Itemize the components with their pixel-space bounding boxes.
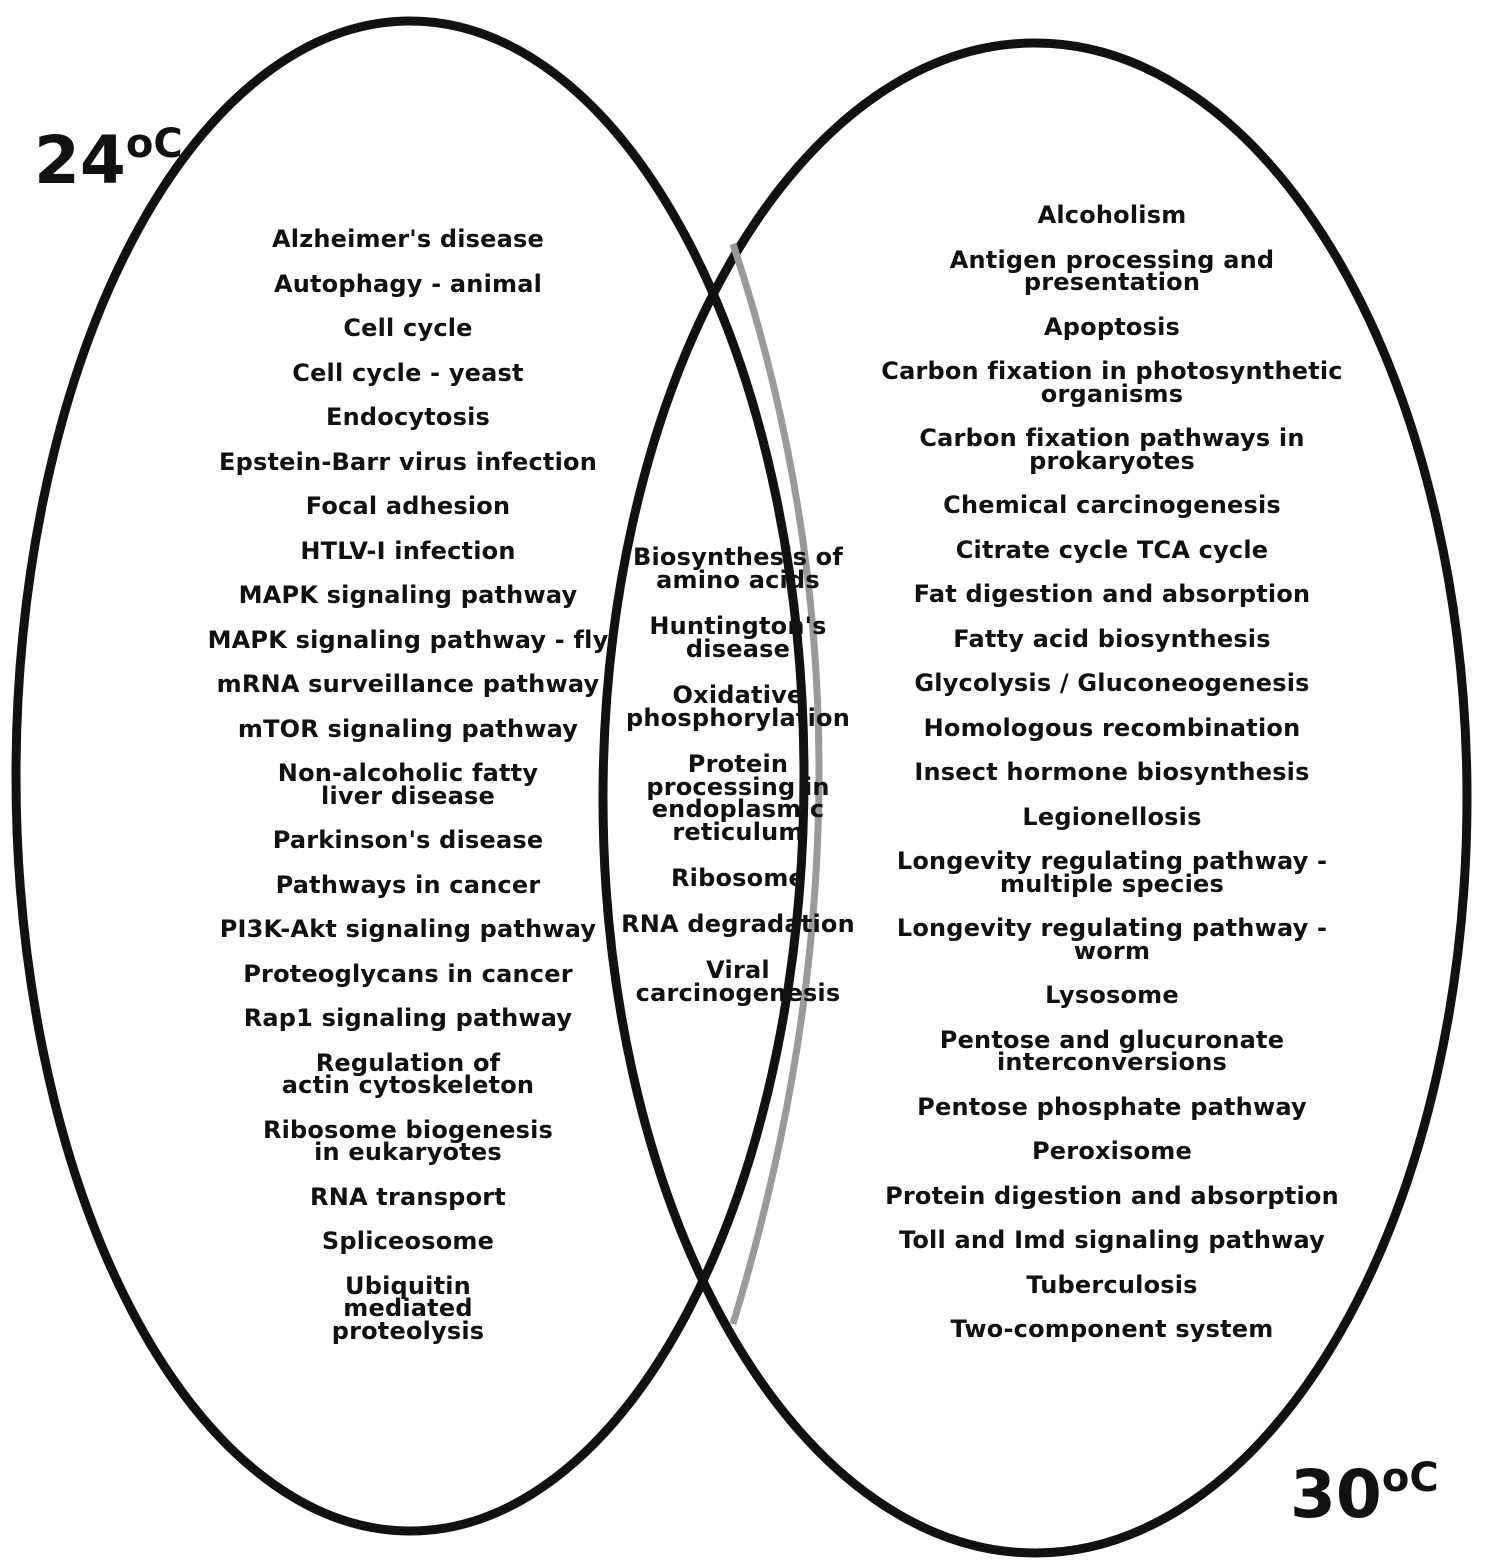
list-item: Citrate cycle TCA cycle — [955, 535, 1269, 564]
list-item: mTOR signaling pathway — [237, 714, 579, 743]
list-item: Cell cycle - yeast — [292, 358, 524, 387]
list-item: Toll and Imd signaling pathway — [898, 1226, 1326, 1254]
set-label-30c — [1290, 1455, 1439, 1533]
list-item: Alcoholism — [1037, 201, 1187, 229]
list-item: Longevity regulating pathway - worm — [896, 914, 1328, 965]
set-label-24c-unit: oC — [125, 121, 183, 167]
list-item: Epstein-Barr virus infection — [219, 447, 597, 476]
list-item: Viral carcinogenesis — [635, 956, 841, 1007]
list-item: Alzheimer's disease — [272, 225, 544, 253]
list-item: Pathways in cancer — [275, 870, 541, 899]
list-item: Lysosome — [1045, 981, 1179, 1009]
list-item: Non-alcoholic fatty liver disease — [277, 759, 539, 810]
list-item: Ubiquitin mediated proteolysis — [331, 1271, 485, 1345]
list-item: Pentose phosphate pathway — [917, 1092, 1307, 1121]
list-item: Parkinson's disease — [272, 826, 544, 854]
list-item: Fat digestion and absorption — [913, 580, 1311, 608]
list-item: Fatty acid biosynthesis — [953, 624, 1271, 653]
list-item: Protein processing in endoplasmic reticulum — [646, 750, 830, 846]
set-label-24c — [34, 121, 183, 199]
list-item: Biosynthesis of amino acids — [633, 543, 843, 594]
list-item: Two-component system — [950, 1315, 1274, 1343]
right-only-list — [872, 201, 1352, 1363]
list-item: Carbon fixation in photosynthetic organisms — [881, 357, 1343, 408]
list-item: Longevity regulating pathway - multiple species — [896, 847, 1328, 898]
list-item: PI3K-Akt signaling pathway — [219, 915, 597, 943]
list-item: MAPK signaling pathway — [238, 581, 578, 609]
list-item: Legionellosis — [1022, 802, 1202, 831]
list-item: Endocytosis — [326, 403, 490, 431]
list-item: Oxidative phosphorylation — [626, 681, 850, 732]
list-item: Cell cycle — [343, 314, 473, 342]
list-item: Focal adhesion — [305, 492, 511, 520]
set-label-30c-value: 30 — [1290, 1456, 1382, 1533]
list-item: mRNA surveillance pathway — [216, 670, 600, 698]
list-item: Spliceosome — [321, 1227, 495, 1255]
list-item: Antigen processing and presentation — [949, 245, 1275, 296]
set-label-24c-value: 24 — [34, 122, 126, 199]
list-item: Ribosome biogenesis in eukaryotes — [262, 1115, 554, 1166]
list-item: Rap1 signaling pathway — [243, 1004, 573, 1032]
list-item: Tuberculosis — [1026, 1270, 1198, 1299]
list-item: Autophagy - animal — [273, 269, 543, 298]
list-item: Homologous recombination — [923, 713, 1301, 742]
list-item: Pentose and glucuronate interconversions — [939, 1025, 1285, 1076]
left-only-list — [188, 225, 628, 1345]
list-item: Peroxisome — [1032, 1137, 1192, 1165]
list-item: MAPK signaling pathway - fly — [207, 625, 609, 654]
list-item: Carbon fixation pathways in prokaryotes — [919, 424, 1305, 475]
shared-list — [614, 543, 862, 1028]
list-item: Regulation of actin cytoskeleton — [281, 1048, 535, 1099]
list-item: Protein digestion and absorption — [885, 1181, 1339, 1210]
list-item: Glycolysis / Gluconeogenesis — [914, 669, 1310, 697]
list-item: Apoptosis — [1044, 312, 1180, 341]
set-label-30c-unit: oC — [1381, 1455, 1439, 1501]
list-item: RNA transport — [310, 1182, 506, 1211]
list-item: Chemical carcinogenesis — [943, 491, 1281, 519]
list-item: HTLV-I infection — [300, 536, 516, 565]
list-item: Huntington's disease — [649, 612, 827, 663]
list-item: Proteoglycans in cancer — [243, 959, 573, 988]
list-item: RNA degradation — [621, 910, 855, 938]
list-item: Ribosome — [670, 864, 806, 892]
list-item: Insect hormone biosynthesis — [914, 758, 1310, 786]
